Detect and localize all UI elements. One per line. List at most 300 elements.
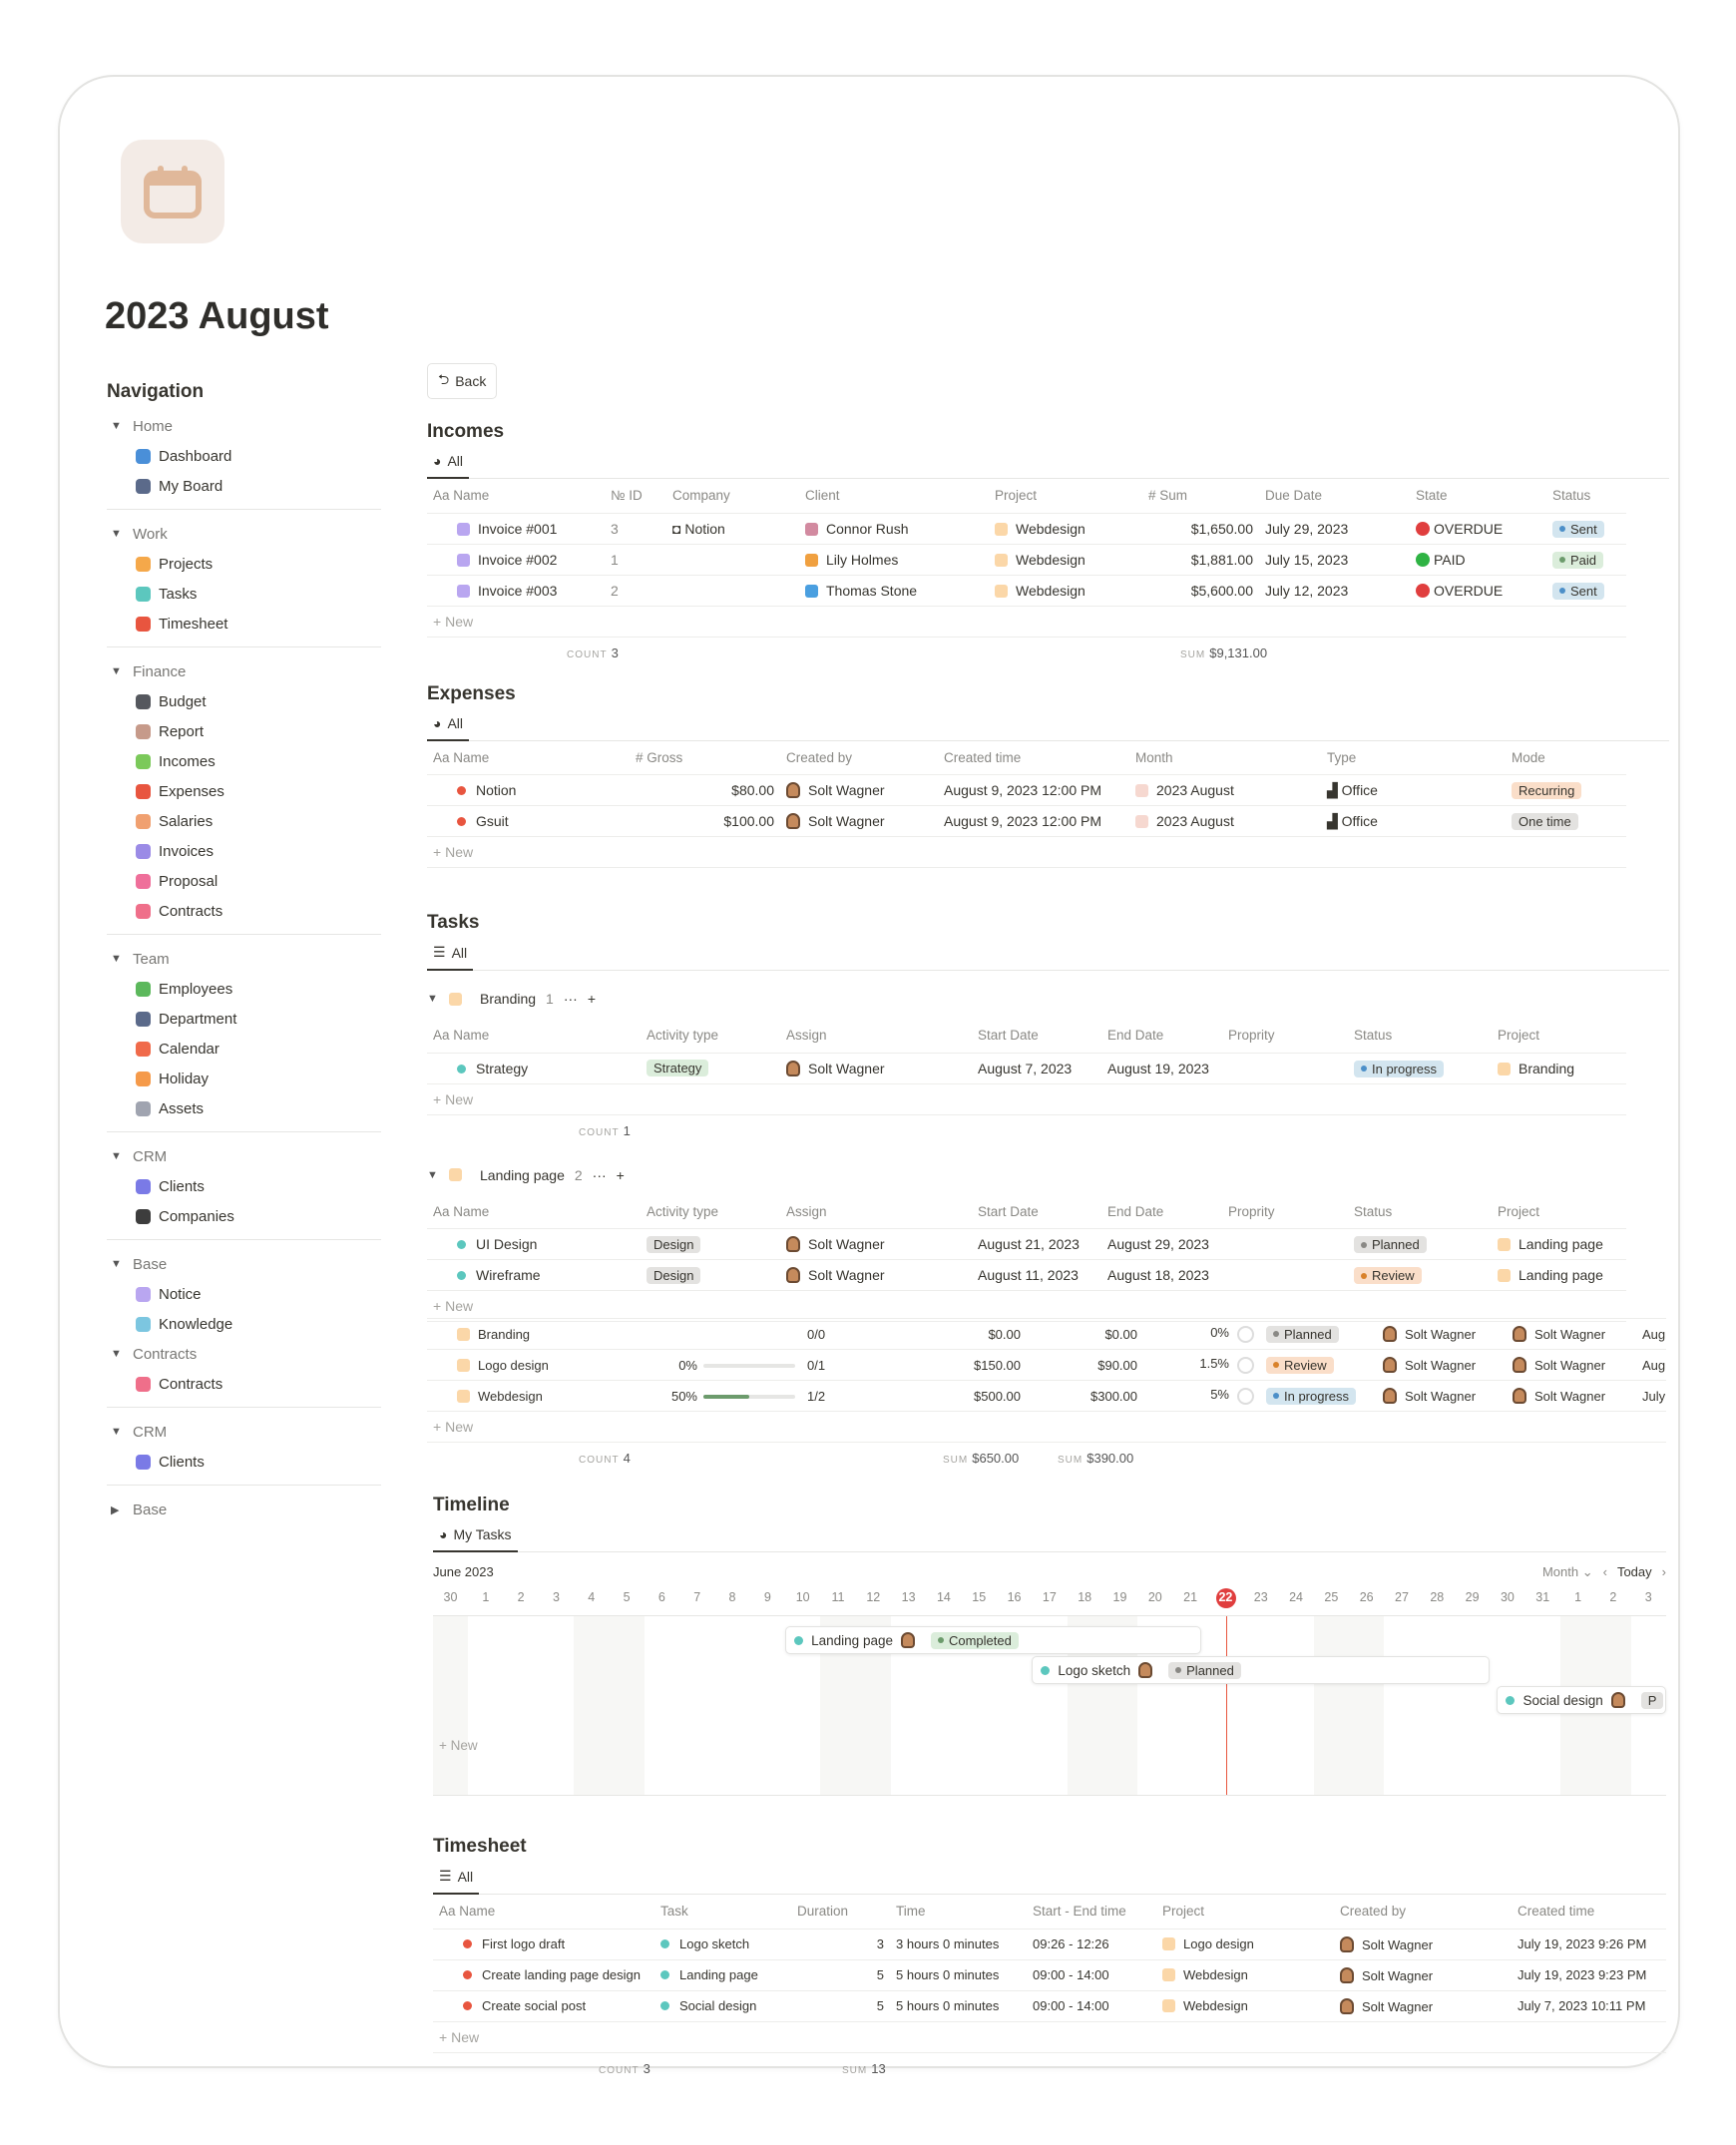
- column-header[interactable]: Start Date: [978, 1028, 1039, 1044]
- task-icon: [660, 2001, 669, 2010]
- column-header[interactable]: Aa Name: [433, 1028, 490, 1044]
- cell-text: $5,600.00: [1190, 582, 1253, 599]
- status-tag[interactable]: [647, 1236, 700, 1253]
- new-button[interactable]: [433, 2021, 1666, 2052]
- cell: [654, 1959, 791, 1990]
- cell[interactable]: [989, 575, 1142, 606]
- sidebar-item-dashboard[interactable]: [107, 441, 391, 471]
- avatar: [1340, 1936, 1354, 1952]
- cell[interactable]: [427, 775, 630, 806]
- status-tag[interactable]: [1354, 1061, 1444, 1077]
- cell: [1492, 1229, 1626, 1260]
- header-row: [433, 1895, 1666, 1929]
- table-row[interactable]: [427, 513, 1626, 544]
- cell[interactable]: [427, 1381, 651, 1412]
- project-icon: [457, 1359, 470, 1372]
- sidebar-item-contracts[interactable]: [107, 896, 391, 926]
- column-header[interactable]: # Gross: [636, 749, 683, 765]
- day-label: 13: [901, 1590, 916, 1604]
- cell-text: OVERDUE: [1434, 520, 1504, 537]
- cell-text: 3 hours 0 minutes: [896, 1936, 1000, 1951]
- cell: [1348, 1260, 1492, 1291]
- cell[interactable]: [666, 575, 799, 606]
- cell-text: July: [1642, 1388, 1666, 1404]
- sidebar-item-department[interactable]: [107, 1004, 391, 1034]
- triangle-right-icon: ▶: [111, 1503, 120, 1516]
- nav-section-base[interactable]: [107, 1249, 391, 1279]
- cell-text: Solt Wagner: [1405, 1358, 1477, 1373]
- tag-label: Completed: [948, 1632, 1012, 1648]
- calc-label: SUM: [1180, 648, 1206, 660]
- prev-icon[interactable]: ‹: [1602, 1564, 1607, 1579]
- cell-text: Logo sketch: [679, 1936, 750, 1951]
- cell[interactable]: [666, 544, 799, 575]
- notice-icon: [136, 1287, 151, 1302]
- timesheet-view-tab[interactable]: [433, 1868, 479, 1895]
- data-table: [433, 1895, 1666, 2053]
- cell: [1492, 1053, 1626, 1083]
- column-header[interactable]: № ID: [611, 488, 643, 504]
- tag-label: Review: [1372, 1268, 1415, 1284]
- cell: [780, 1260, 972, 1291]
- status-dot: [1361, 1273, 1367, 1279]
- day-label: 22: [1218, 1590, 1233, 1604]
- column-header[interactable]: Created time: [944, 749, 1022, 765]
- contracts-icon: [136, 1377, 151, 1392]
- client-avatar: [805, 585, 818, 598]
- cell: [605, 513, 666, 544]
- column-header[interactable]: Created by: [786, 749, 853, 765]
- cell[interactable]: [433, 1929, 654, 1959]
- header-row: [427, 741, 1626, 775]
- status-tag[interactable]: [1168, 1662, 1241, 1679]
- plus-icon: +: [433, 1090, 446, 1107]
- cell: [780, 1053, 972, 1083]
- calc-value: $9,131.00: [1209, 644, 1268, 660]
- cell-text: July 19, 2023 9:23 PM: [1518, 1967, 1647, 1982]
- cell-text: Strategy: [476, 1060, 529, 1076]
- column-header[interactable]: Type: [1327, 749, 1357, 765]
- cell-text: 0%: [1210, 1325, 1229, 1341]
- column-header[interactable]: Project: [1498, 1203, 1540, 1219]
- new-label: New: [445, 844, 474, 860]
- status-tag[interactable]: [1266, 1388, 1356, 1405]
- nav-section-crm[interactable]: [107, 1141, 391, 1171]
- cell: [1507, 1319, 1636, 1350]
- sidebar-item-timesheet[interactable]: [107, 609, 391, 639]
- column-header[interactable]: Time: [896, 1904, 926, 1920]
- cell-text: Invoice #002: [478, 551, 558, 568]
- incomes-title: Incomes: [427, 421, 505, 442]
- column-header[interactable]: Project: [1498, 1028, 1540, 1044]
- cell[interactable]: [427, 575, 605, 606]
- cell: [780, 1229, 972, 1260]
- nav-section-crm[interactable]: [107, 1417, 391, 1447]
- day-label: 11: [831, 1590, 845, 1604]
- column-header[interactable]: End Date: [1107, 1203, 1164, 1219]
- sidebar-item-proposal[interactable]: [107, 866, 391, 896]
- table-row[interactable]: [427, 1260, 1626, 1291]
- nav-section-work[interactable]: [107, 519, 391, 549]
- sidebar-item-knowledge[interactable]: [107, 1309, 391, 1339]
- column-header[interactable]: Status: [1354, 1203, 1393, 1219]
- cell[interactable]: [433, 1959, 654, 1990]
- day-label: 18: [1078, 1590, 1092, 1604]
- project-icon: [1162, 1968, 1175, 1981]
- cell: [972, 1229, 1101, 1260]
- table-row[interactable]: [427, 1053, 1626, 1083]
- column-header[interactable]: State: [1416, 488, 1448, 504]
- sidebar-item-holiday[interactable]: [107, 1064, 391, 1093]
- cell[interactable]: [799, 575, 989, 606]
- column-header[interactable]: Assign: [786, 1203, 827, 1219]
- timeline-item[interactable]: [1032, 1656, 1490, 1684]
- task-icon: [457, 1065, 466, 1073]
- day-label: 3: [1644, 1590, 1652, 1604]
- cell: [1222, 1229, 1348, 1260]
- cell[interactable]: [433, 1990, 654, 2021]
- nav-section-label: Finance: [133, 662, 187, 680]
- task-icon: [457, 1271, 466, 1280]
- cell[interactable]: [989, 513, 1142, 544]
- status-tag[interactable]: [1354, 1267, 1422, 1284]
- data-table: [427, 1195, 1626, 1323]
- column-header[interactable]: Project: [1162, 1904, 1205, 1920]
- cell-text: Logo design: [1183, 1936, 1254, 1951]
- back-button[interactable]: [427, 363, 497, 399]
- column-header[interactable]: Company: [672, 488, 730, 504]
- new-row[interactable]: [427, 1291, 1626, 1322]
- column-header[interactable]: Activity type: [647, 1028, 719, 1044]
- cell: [1142, 513, 1259, 544]
- sidebar-item-employees[interactable]: [107, 974, 391, 1004]
- status-tag[interactable]: [1266, 1326, 1339, 1343]
- new-button[interactable]: [427, 837, 1626, 868]
- cell[interactable]: [427, 1350, 651, 1381]
- cell-text: Invoice #003: [478, 582, 558, 599]
- status-tag[interactable]: [1552, 552, 1603, 569]
- nav-section-base[interactable]: [107, 1495, 391, 1524]
- cell: [1377, 1319, 1507, 1350]
- timesheet-icon: [463, 1970, 472, 1979]
- sidebar-item-tasks[interactable]: [107, 579, 391, 609]
- cell: [1156, 1929, 1334, 1959]
- expenses-view-tab[interactable]: [427, 715, 469, 741]
- column-header[interactable]: Month: [1135, 749, 1173, 765]
- nav-section-label: Team: [133, 950, 170, 968]
- column-header[interactable]: Task: [660, 1904, 688, 1920]
- triangle-down-icon: ▼: [427, 993, 438, 1005]
- sidebar-item-contracts[interactable]: [107, 1369, 391, 1399]
- sidebar-item-companies[interactable]: [107, 1201, 391, 1231]
- column-header[interactable]: Mode: [1512, 749, 1545, 765]
- status-tag[interactable]: [1354, 1236, 1427, 1253]
- cell: [1321, 775, 1506, 806]
- cell: [1027, 1929, 1156, 1959]
- table-row[interactable]: [433, 1929, 1666, 1959]
- new-button[interactable]: [427, 1412, 1666, 1443]
- cell[interactable]: [427, 1260, 641, 1291]
- cell[interactable]: [427, 544, 605, 575]
- timesheet-icon: [463, 2001, 472, 2010]
- cell-text: August 18, 2023: [1107, 1267, 1209, 1283]
- table-row[interactable]: [427, 1229, 1626, 1260]
- sidebar-item-salaries[interactable]: [107, 806, 391, 836]
- add-icon[interactable]: +: [616, 1166, 625, 1183]
- cell: [641, 1053, 780, 1083]
- cell: [972, 1053, 1101, 1083]
- status-tag[interactable]: [931, 1632, 1019, 1649]
- cell-text: August 9, 2023 12:00 PM: [944, 813, 1101, 829]
- incomes-view-tab[interactable]: [427, 453, 469, 479]
- new-row[interactable]: [427, 1083, 1626, 1114]
- new-row[interactable]: [427, 606, 1626, 637]
- table-row[interactable]: [427, 544, 1626, 575]
- sidebar-item-incomes[interactable]: [107, 746, 391, 776]
- sidebar-item-expenses[interactable]: [107, 776, 391, 806]
- invoices-icon: [136, 844, 151, 859]
- client-avatar: [805, 554, 818, 567]
- sidebar-item-notice[interactable]: [107, 1279, 391, 1309]
- column-header[interactable]: Created time: [1518, 1904, 1595, 1920]
- cell[interactable]: [799, 513, 989, 544]
- column-header[interactable]: Aa Name: [433, 749, 490, 765]
- day-label: 12: [866, 1590, 881, 1604]
- sidebar-item-budget[interactable]: [107, 686, 391, 716]
- cell: [630, 806, 780, 837]
- client-avatar: [805, 523, 818, 536]
- sidebar-item-label: Contracts: [159, 902, 223, 920]
- cell-text: $1,881.00: [1190, 551, 1253, 568]
- cell-text: $300.00: [1090, 1388, 1137, 1404]
- column-header[interactable]: # Sum: [1148, 488, 1188, 504]
- project-icon: [457, 1390, 470, 1403]
- tasks-view-tab[interactable]: [427, 944, 473, 971]
- more-icon[interactable]: ···: [563, 991, 578, 1007]
- nav-divider: [107, 1485, 381, 1486]
- status-dot: [1273, 1331, 1279, 1337]
- cell[interactable]: [427, 806, 630, 837]
- new-row[interactable]: [427, 1412, 1666, 1443]
- cell-text: Solt Wagner: [808, 1267, 885, 1283]
- status-tag[interactable]: [1512, 782, 1581, 799]
- task-icon: [660, 1970, 669, 1979]
- header-row: [427, 1195, 1626, 1229]
- cell: [801, 1381, 876, 1412]
- sidebar-item-invoices[interactable]: [107, 836, 391, 866]
- progress-bar: [703, 1395, 795, 1399]
- column-header[interactable]: Start - End time: [1033, 1904, 1126, 1920]
- cell: [876, 1319, 1027, 1350]
- group-label: Landing page: [480, 1166, 565, 1183]
- status-tag[interactable]: [1266, 1357, 1334, 1374]
- column-header[interactable]: Created by: [1340, 1904, 1407, 1920]
- cell: [651, 1319, 801, 1350]
- new-button[interactable]: [427, 1083, 1626, 1114]
- project-row[interactable]: [427, 1350, 1666, 1381]
- table-row[interactable]: [433, 1959, 1666, 1990]
- day-label: 19: [1112, 1590, 1127, 1604]
- tag-label: Design: [653, 1267, 694, 1283]
- nav-section-finance[interactable]: [107, 656, 391, 686]
- sidebar-item-my-board[interactable]: [107, 471, 391, 501]
- tag-label: Planned: [1372, 1237, 1420, 1253]
- today-button[interactable]: Today: [1616, 1564, 1652, 1579]
- cell: [651, 1381, 801, 1412]
- task-icon: [660, 1939, 669, 1948]
- scale-select[interactable]: Month ⌄: [1541, 1564, 1593, 1579]
- cell: [1321, 806, 1506, 837]
- table-row[interactable]: [427, 775, 1626, 806]
- new-label: New: [445, 1298, 474, 1314]
- add-icon[interactable]: +: [587, 991, 597, 1007]
- column-header[interactable]: Proprity: [1228, 1028, 1275, 1044]
- cell[interactable]: [427, 513, 605, 544]
- sidebar-item-report[interactable]: [107, 716, 391, 746]
- sidebar-item-projects[interactable]: [107, 549, 391, 579]
- column-header[interactable]: Project: [995, 488, 1038, 504]
- weekend-shade: [1349, 1616, 1384, 1795]
- sidebar-item-label: Contracts: [159, 1375, 223, 1393]
- next-icon[interactable]: ›: [1661, 1564, 1666, 1579]
- project-row[interactable]: [427, 1381, 1666, 1412]
- plus-icon: +: [433, 1419, 446, 1435]
- avatar: [1138, 1662, 1152, 1678]
- column-header[interactable]: Status: [1354, 1028, 1393, 1044]
- status-tag[interactable]: [647, 1060, 708, 1076]
- table-row[interactable]: [427, 806, 1626, 837]
- cell[interactable]: [989, 544, 1142, 575]
- status-tag[interactable]: [1552, 583, 1604, 600]
- sidebar-item-assets[interactable]: [107, 1093, 391, 1123]
- contracts-icon: [136, 904, 151, 919]
- cell: [1334, 1959, 1512, 1990]
- cell[interactable]: [799, 544, 989, 575]
- cell: [1027, 1350, 1143, 1381]
- project-icon: [1162, 1937, 1175, 1950]
- status-tag[interactable]: [647, 1267, 700, 1284]
- sidebar-item-calendar[interactable]: [107, 1034, 391, 1064]
- cell-text: Branding: [1519, 1060, 1575, 1076]
- more-icon[interactable]: ···: [592, 1166, 607, 1183]
- cell: [791, 1929, 890, 1959]
- cell-text: 3: [611, 520, 619, 537]
- day-label: 10: [795, 1590, 810, 1604]
- cell[interactable]: [666, 513, 799, 544]
- status-tag[interactable]: [1512, 813, 1578, 830]
- column-header[interactable]: End Date: [1107, 1028, 1164, 1044]
- calendar-icon[interactable]: [121, 140, 224, 243]
- navigation-heading: Navigation: [107, 381, 205, 402]
- avatar: [786, 782, 800, 798]
- invoice-icon: [457, 523, 470, 536]
- view-label: All: [447, 714, 464, 731]
- cell[interactable]: [427, 1053, 641, 1083]
- cell-text: Office: [1341, 812, 1378, 829]
- tag-label: Design: [653, 1236, 694, 1252]
- timeline-item[interactable]: [785, 1626, 1201, 1654]
- column-header[interactable]: Aa Name: [439, 1904, 496, 1920]
- calc-label: SUM: [842, 2064, 868, 2076]
- cell-text: 09:00 - 14:00: [1033, 1998, 1109, 2013]
- sidebar-item-clients[interactable]: [107, 1447, 391, 1477]
- progress-ring: [1237, 1357, 1254, 1374]
- column-header[interactable]: Due Date: [1265, 488, 1323, 504]
- data-table: [427, 741, 1626, 869]
- new-row[interactable]: [427, 837, 1626, 868]
- calc-label: COUNT: [579, 1455, 620, 1466]
- column-header[interactable]: Activity type: [647, 1203, 719, 1219]
- table-row[interactable]: [433, 1990, 1666, 2021]
- column-header[interactable]: Aa Name: [433, 1203, 490, 1219]
- cell-text: 2023 August: [1156, 782, 1234, 798]
- progress-ring: [1237, 1388, 1254, 1405]
- project-row[interactable]: [427, 1319, 1666, 1350]
- cell-text: Solt Wagner: [1405, 1389, 1477, 1404]
- new-button[interactable]: [439, 1738, 478, 1753]
- cell: [1377, 1350, 1507, 1381]
- cell-text: 0/0: [807, 1326, 826, 1342]
- cell[interactable]: [427, 1319, 651, 1350]
- sidebar-item-label: Notice: [159, 1285, 202, 1303]
- calc-value: 3: [643, 2060, 651, 2076]
- task-group-header[interactable]: [427, 979, 1669, 1019]
- person-icon: ◕: [439, 1526, 448, 1542]
- cell-text: Lily Holmes: [826, 551, 899, 568]
- calculation: [842, 2061, 886, 2076]
- timeline-item-name: Logo sketch: [1058, 1662, 1131, 1678]
- column-header[interactable]: Duration: [797, 1904, 849, 1920]
- cell: [1129, 806, 1321, 837]
- cell-text: Landing page: [1519, 1236, 1603, 1252]
- cell-text: $1,650.00: [1190, 520, 1253, 537]
- proposal-icon: [136, 874, 151, 889]
- cell: [890, 1959, 1027, 1990]
- nav-section-home[interactable]: [107, 411, 391, 441]
- calculation: [567, 645, 619, 660]
- column-header[interactable]: Client: [805, 488, 840, 504]
- cell: [1259, 544, 1410, 575]
- column-header[interactable]: Start Date: [978, 1203, 1039, 1219]
- table-row[interactable]: [427, 575, 1626, 606]
- column-header[interactable]: Status: [1552, 488, 1591, 504]
- nav-section-contracts[interactable]: [107, 1339, 391, 1369]
- timeline-item[interactable]: [1497, 1686, 1666, 1714]
- status-tag[interactable]: [1641, 1692, 1664, 1709]
- cell: [1027, 1319, 1143, 1350]
- cell-text: Webdesign: [1183, 1967, 1248, 1982]
- cell: [801, 1319, 876, 1350]
- new-button[interactable]: [427, 1291, 1626, 1322]
- cell-text: 0%: [678, 1357, 697, 1373]
- project-icon: [995, 523, 1008, 536]
- cell[interactable]: [427, 1229, 641, 1260]
- column-header[interactable]: Proprity: [1228, 1203, 1275, 1219]
- cell-text: $100.00: [723, 813, 774, 829]
- column-header[interactable]: Aa Name: [433, 488, 490, 504]
- new-row[interactable]: [433, 2021, 1666, 2052]
- task-group-header[interactable]: [427, 1155, 1669, 1195]
- new-button[interactable]: [427, 606, 1626, 637]
- day-label: 27: [1395, 1590, 1409, 1604]
- sidebar-item-clients[interactable]: [107, 1171, 391, 1201]
- nav-section-team[interactable]: [107, 944, 391, 974]
- column-header[interactable]: Assign: [786, 1028, 827, 1044]
- list-icon: ☰: [439, 1868, 452, 1884]
- cell-text: Branding: [478, 1326, 531, 1342]
- timeline-view-tab[interactable]: [433, 1526, 518, 1552]
- status-tag[interactable]: [1552, 521, 1604, 538]
